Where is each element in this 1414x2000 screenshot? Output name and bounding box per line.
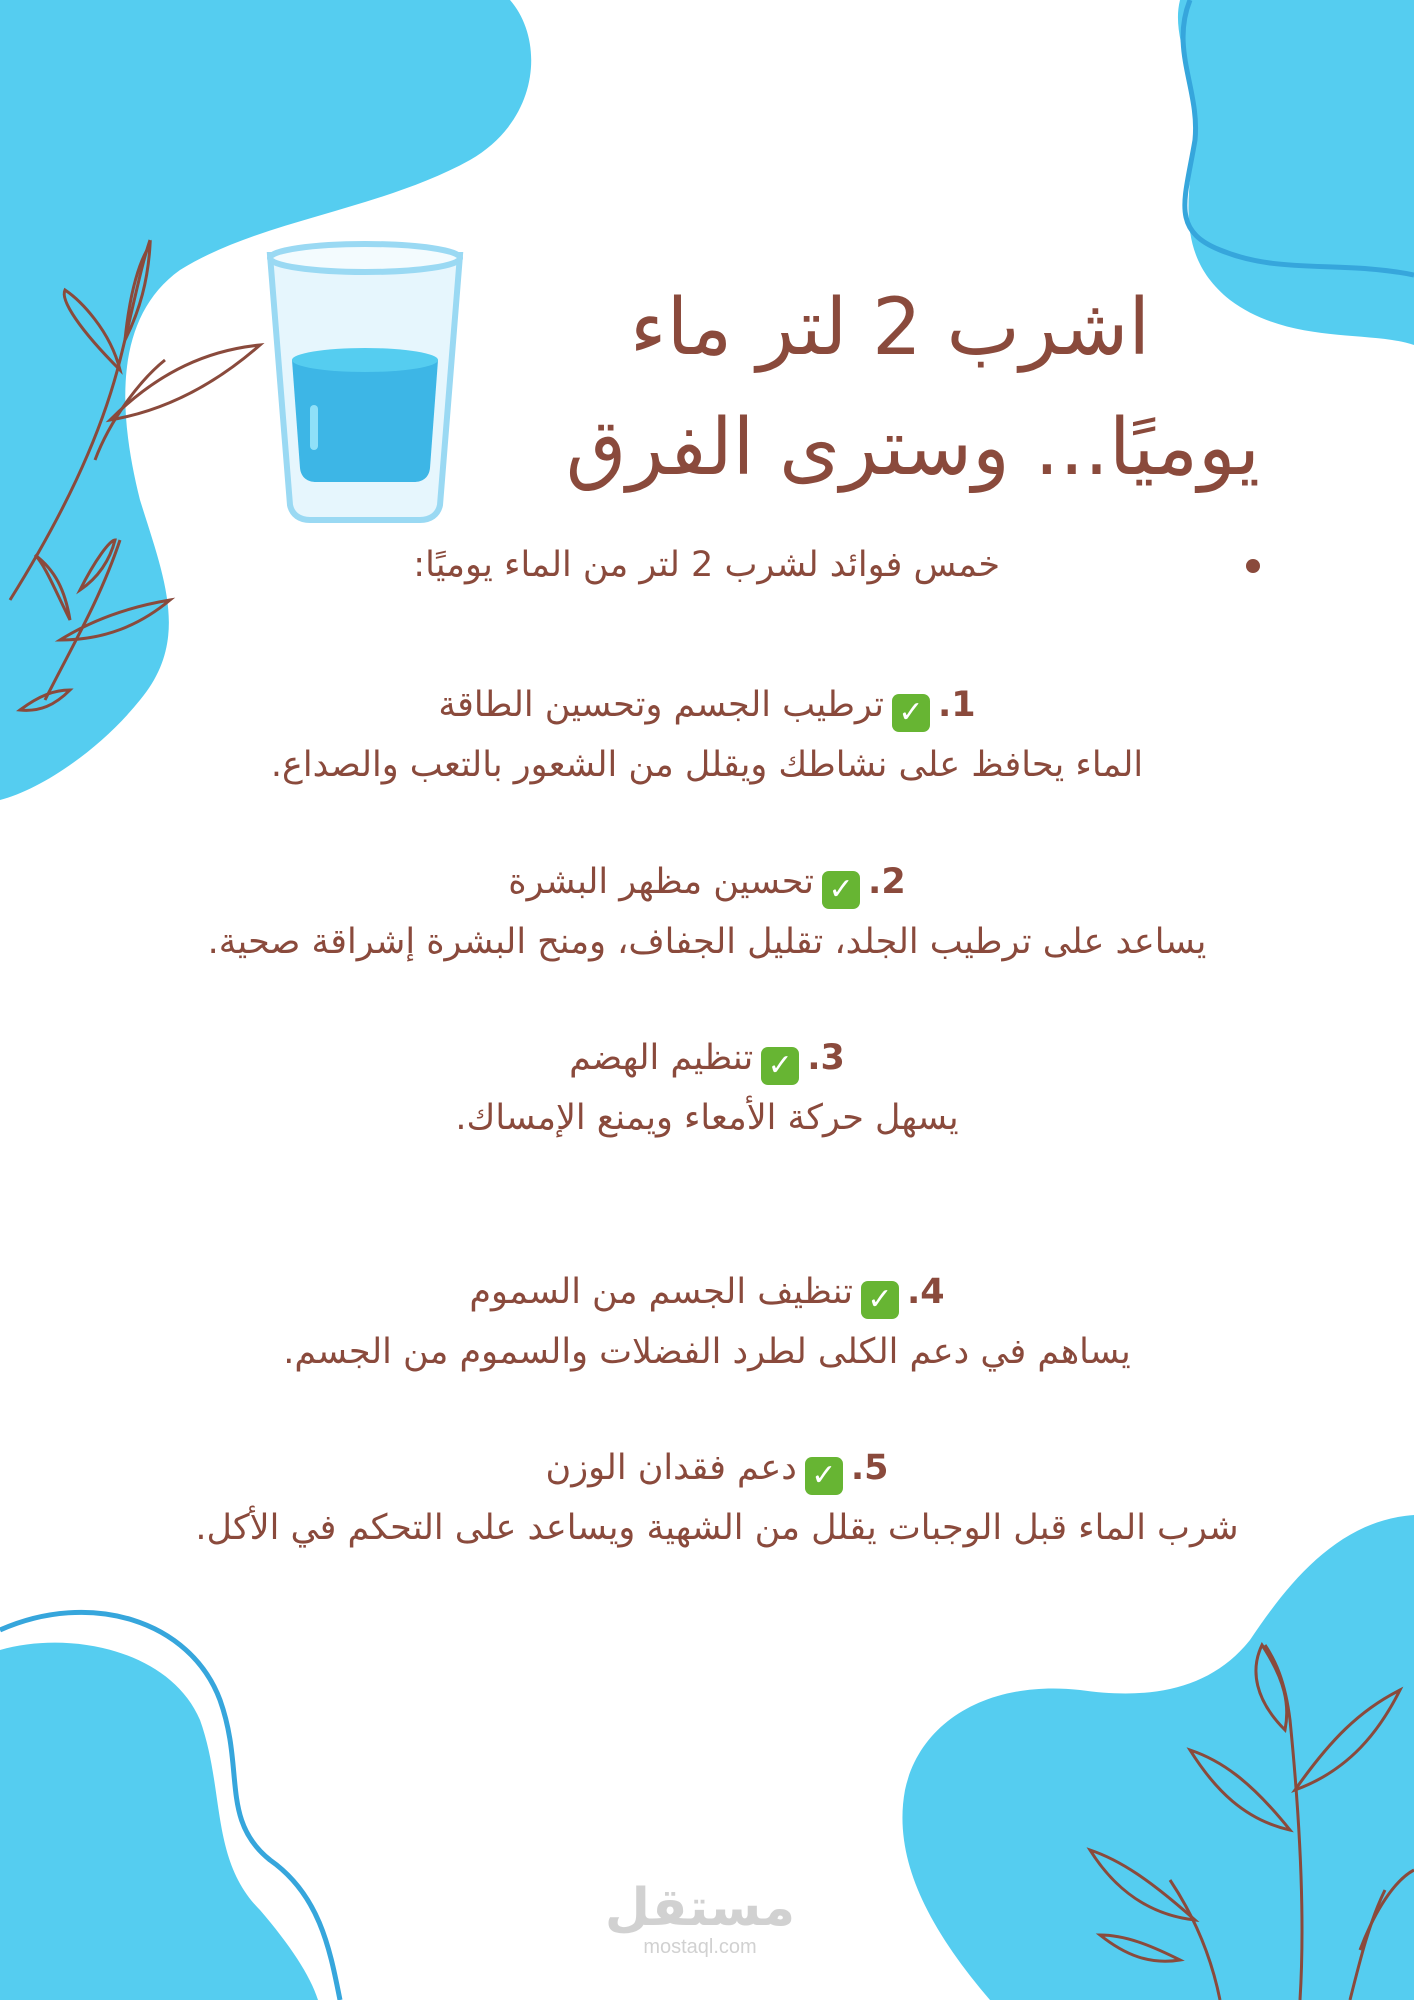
benefit-title: تنظيف الجسم من السموم — [469, 1272, 853, 1312]
check-mark-icon: ✓ — [892, 694, 930, 732]
benefit-number: 3. — [807, 1038, 845, 1078]
blob-bottom-right — [902, 1515, 1414, 2000]
blob-bottom-left — [0, 1643, 318, 2000]
benefit-2 — [120, 852, 1294, 972]
title-line-1: اشرب 2 لتر ماء — [629, 283, 1150, 373]
watermark — [600, 1880, 800, 1958]
benefit-number: 4. — [907, 1272, 945, 1312]
benefit-title: ترطيب الجسم وتحسين الطاقة — [438, 685, 884, 725]
check-mark-icon: ✓ — [805, 1457, 843, 1495]
watermark-arabic: مستقل — [604, 1878, 796, 1938]
benefit-number: 2. — [868, 862, 906, 902]
benefit-description: يسهل حركة الأمعاء ويمنع الإمساك. — [455, 1098, 959, 1138]
benefit-description: الماء يحافظ على نشاطك ويقلل من الشعور بالتعب والصداع. — [270, 745, 1144, 785]
benefit-description: شرب الماء قبل الوجبات يقلل من الشهية ويساعد على التحكم في الأكل. — [195, 1508, 1239, 1548]
check-mark-icon: ✓ — [761, 1047, 799, 1085]
benefit-heading — [120, 1262, 1294, 1322]
benefit-title: تنظيم الهضم — [569, 1038, 754, 1078]
bullet-dot-icon — [1246, 559, 1260, 573]
benefit-heading — [120, 1028, 1294, 1088]
watermark-latin: mostaql.com — [643, 1936, 757, 1958]
water-glass-icon — [270, 244, 460, 520]
benefit-title: دعم فقدان الوزن — [545, 1448, 797, 1488]
benefit-heading — [120, 852, 1294, 912]
page-title — [470, 268, 1260, 508]
check-mark-icon: ✓ — [861, 1281, 899, 1319]
intro-text: خمس فوائد لشرب 2 لتر من الماء يوميًا: — [413, 545, 1000, 585]
benefit-3 — [120, 1028, 1294, 1148]
benefit-number: 1. — [937, 685, 976, 725]
benefit-title: تحسين مظهر البشرة — [508, 862, 815, 902]
benefit-4 — [120, 1262, 1294, 1382]
title-line-2: يوميًا... وسترى الفرق — [565, 403, 1260, 493]
benefit-heading — [120, 675, 1294, 735]
benefit-5 — [180, 1438, 1254, 1558]
benefit-description: يساعد على ترطيب الجلد، تقليل الجفاف، ومنح البشرة إشراقة صحية. — [207, 922, 1207, 962]
benefit-1 — [120, 675, 1294, 795]
benefit-description: يساهم في دعم الكلى لطرد الفضلات والسموم من الجسم. — [283, 1332, 1131, 1372]
benefit-number: 5. — [850, 1448, 889, 1488]
benefit-heading — [180, 1438, 1254, 1498]
check-mark-icon: ✓ — [822, 871, 860, 909]
intro-item — [300, 540, 1260, 590]
